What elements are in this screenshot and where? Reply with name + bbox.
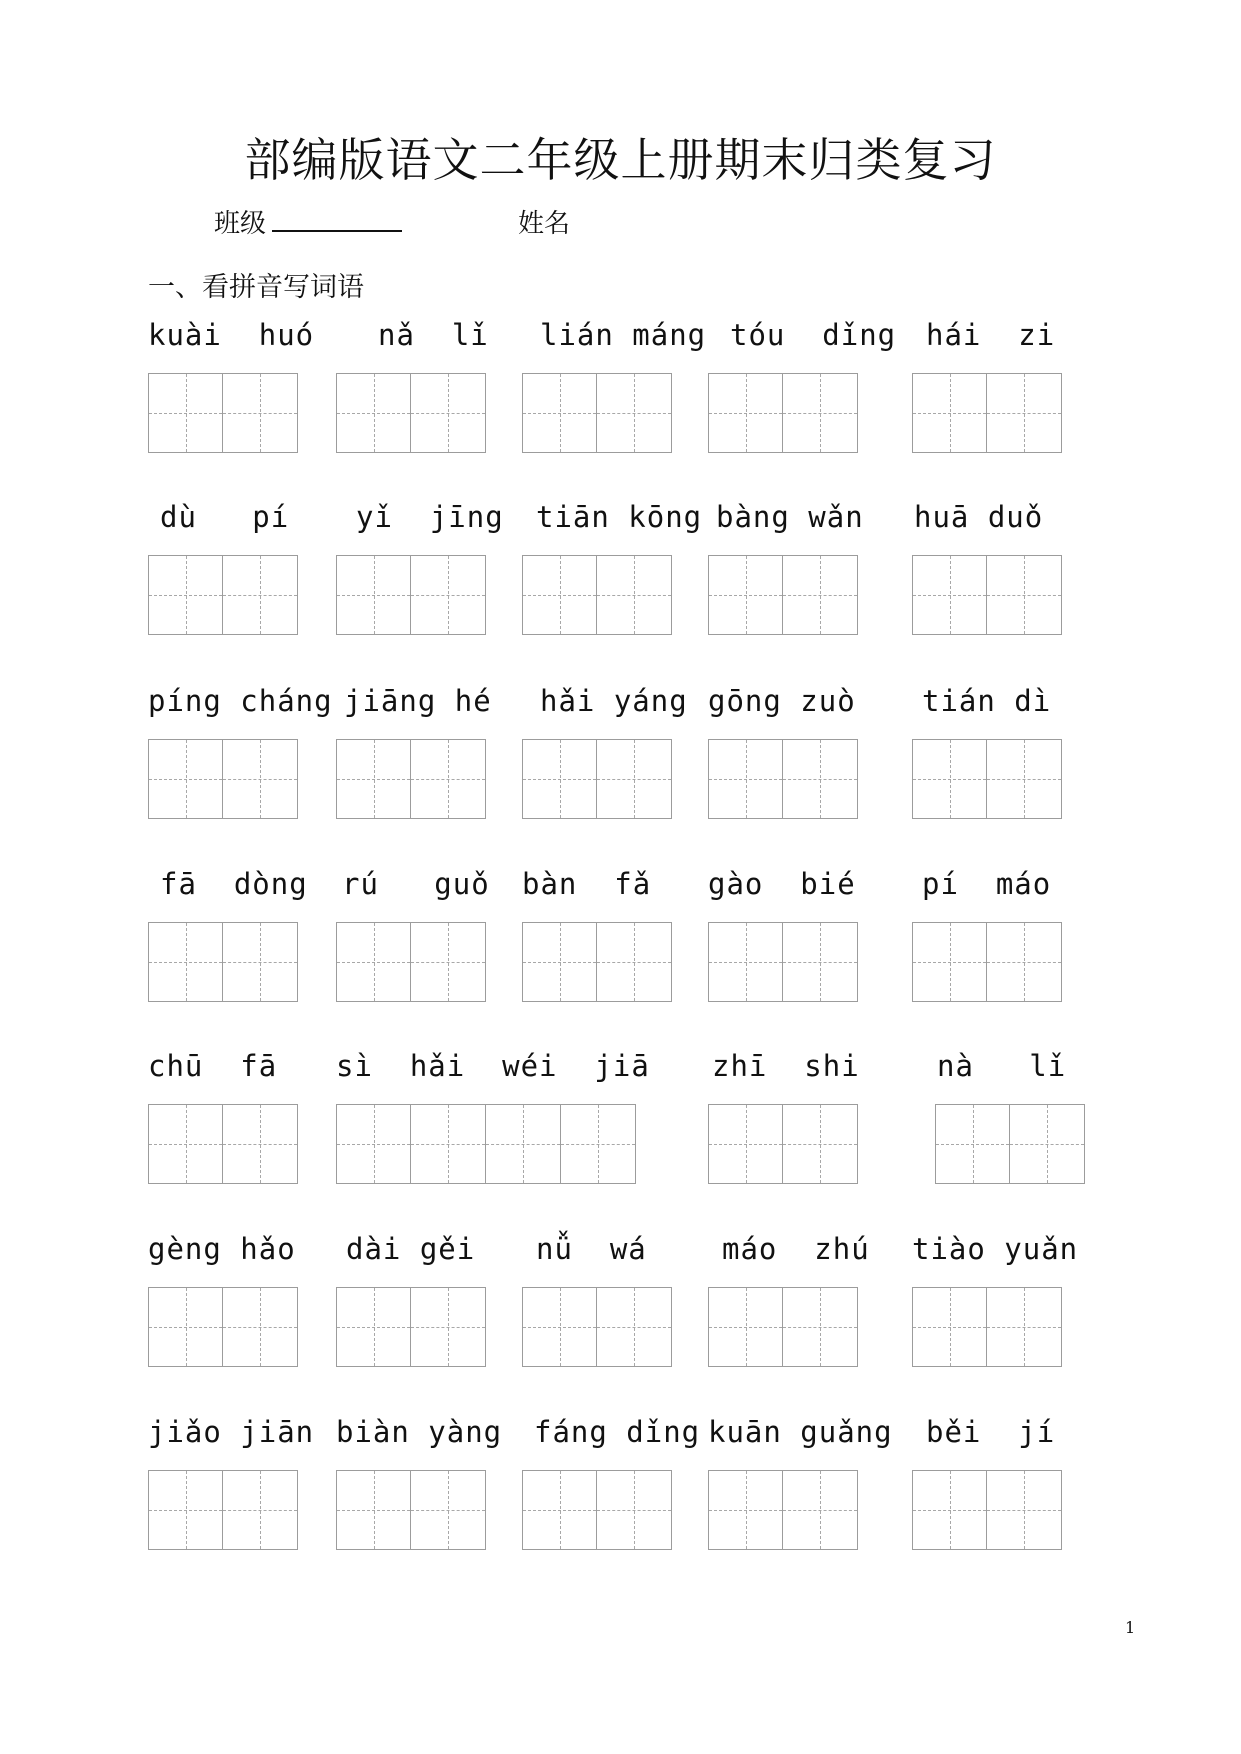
tianzige-cell[interactable]: [336, 922, 411, 1002]
pinyin-label: gōng zuò: [708, 684, 856, 718]
name-label: 姓名: [518, 209, 571, 239]
writing-grid: [708, 1104, 858, 1184]
tianzige-cell[interactable]: [708, 373, 783, 453]
writing-grid: [912, 555, 1062, 635]
tianzige-cell[interactable]: [783, 922, 858, 1002]
tianzige-cell[interactable]: [336, 739, 411, 819]
writing-grid: [336, 1104, 636, 1184]
tianzige-cell[interactable]: [597, 1287, 672, 1367]
tianzige-cell[interactable]: [783, 373, 858, 453]
tianzige-cell[interactable]: [708, 1104, 783, 1184]
tianzige-cell[interactable]: [336, 1470, 411, 1550]
tianzige-cell[interactable]: [411, 373, 486, 453]
tianzige-cell[interactable]: [783, 1470, 858, 1550]
pinyin-label: tóu dǐng: [730, 318, 897, 352]
tianzige-cell[interactable]: [522, 555, 597, 635]
pinyin-label: lián máng: [540, 318, 707, 352]
pinyin-label: bàn fǎ: [522, 867, 652, 901]
writing-grid: [522, 922, 672, 1002]
tianzige-cell[interactable]: [486, 1104, 561, 1184]
writing-grid: [336, 739, 486, 819]
tianzige-cell[interactable]: [411, 739, 486, 819]
page-title: 部编版语文二年级上册期末归类复习: [244, 133, 997, 187]
tianzige-cell[interactable]: [987, 1287, 1062, 1367]
pinyin-label: nǚ wá: [536, 1232, 647, 1266]
writing-grid: [912, 739, 1062, 819]
pinyin-label: hái zi: [926, 318, 1056, 352]
tianzige-cell[interactable]: [935, 1104, 1010, 1184]
writing-grid: [336, 555, 486, 635]
pinyin-label: kuān guǎng: [708, 1415, 893, 1449]
tianzige-cell[interactable]: [223, 1470, 298, 1550]
class-label: 班级: [214, 209, 267, 239]
writing-grid: [708, 1287, 858, 1367]
tianzige-cell[interactable]: [411, 555, 486, 635]
tianzige-cell[interactable]: [148, 739, 223, 819]
tianzige-cell[interactable]: [522, 739, 597, 819]
tianzige-cell[interactable]: [522, 922, 597, 1002]
writing-grid: [522, 739, 672, 819]
pinyin-label: fáng dǐng: [534, 1415, 701, 1449]
writing-grid: [522, 373, 672, 453]
tianzige-cell[interactable]: [223, 1287, 298, 1367]
tianzige-cell[interactable]: [336, 1104, 411, 1184]
section-title: 一、看拼音写词语: [148, 272, 364, 303]
tianzige-cell[interactable]: [148, 1287, 223, 1367]
pinyin-label: zhī shi: [712, 1049, 860, 1083]
pinyin-label: gào bié: [708, 867, 856, 901]
pinyin-label: jiǎo jiān: [148, 1415, 315, 1449]
writing-grid: [148, 1470, 298, 1550]
writing-grid: [522, 1470, 672, 1550]
tianzige-cell[interactable]: [783, 739, 858, 819]
tianzige-cell[interactable]: [912, 1287, 987, 1367]
tianzige-cell[interactable]: [708, 922, 783, 1002]
pinyin-label: píng cháng: [148, 684, 333, 718]
tianzige-cell[interactable]: [597, 739, 672, 819]
writing-grid: [912, 922, 1062, 1002]
writing-grid: [148, 1287, 298, 1367]
writing-grid: [148, 1104, 298, 1184]
writing-grid: [708, 373, 858, 453]
page-number: 1: [1125, 1618, 1136, 1637]
tianzige-cell[interactable]: [987, 739, 1062, 819]
writing-grid: [336, 1287, 486, 1367]
tianzige-cell[interactable]: [912, 373, 987, 453]
tianzige-cell[interactable]: [708, 1287, 783, 1367]
pinyin-label: hǎi yáng: [540, 684, 688, 718]
tianzige-cell[interactable]: [148, 373, 223, 453]
pinyin-label: chū fā: [148, 1049, 278, 1083]
tianzige-cell[interactable]: [597, 922, 672, 1002]
pinyin-label: pí máo: [922, 867, 1052, 901]
pinyin-label: nǎ lǐ: [378, 318, 489, 352]
tianzige-cell[interactable]: [336, 373, 411, 453]
tianzige-cell[interactable]: [336, 1287, 411, 1367]
pinyin-label: biàn yàng: [336, 1415, 503, 1449]
pinyin-label: máo zhú: [722, 1232, 870, 1266]
tianzige-cell[interactable]: [148, 922, 223, 1002]
tianzige-cell[interactable]: [987, 922, 1062, 1002]
tianzige-cell[interactable]: [912, 1470, 987, 1550]
tianzige-cell[interactable]: [148, 1470, 223, 1550]
tianzige-cell[interactable]: [223, 922, 298, 1002]
tianzige-cell[interactable]: [223, 739, 298, 819]
tianzige-cell[interactable]: [522, 1287, 597, 1367]
tianzige-cell[interactable]: [987, 555, 1062, 635]
writing-grid: [148, 739, 298, 819]
writing-grid: [148, 555, 298, 635]
tianzige-cell[interactable]: [223, 1104, 298, 1184]
class-blank-line[interactable]: [272, 230, 402, 232]
tianzige-cell[interactable]: [336, 555, 411, 635]
writing-grid: [336, 922, 486, 1002]
pinyin-label: tián dì: [922, 684, 1052, 718]
pinyin-label: kuài huó: [148, 318, 315, 352]
pinyin-label: jiāng hé: [344, 684, 492, 718]
writing-grid: [912, 1287, 1062, 1367]
writing-grid: [708, 1470, 858, 1550]
writing-grid: [336, 373, 486, 453]
writing-grid: [522, 555, 672, 635]
pinyin-label: yǐ jīng: [356, 500, 504, 534]
writing-grid: [708, 739, 858, 819]
writing-grid: [336, 1470, 486, 1550]
writing-grid: [935, 1104, 1085, 1184]
tianzige-cell[interactable]: [522, 1470, 597, 1550]
writing-grid: [148, 373, 298, 453]
tianzige-cell[interactable]: [912, 739, 987, 819]
tianzige-cell[interactable]: [783, 1104, 858, 1184]
tianzige-cell[interactable]: [522, 373, 597, 453]
pinyin-label: huā duǒ: [914, 500, 1044, 534]
tianzige-cell[interactable]: [148, 555, 223, 635]
pinyin-label: dù pí: [160, 500, 290, 534]
pinyin-label: bàng wǎn: [716, 500, 864, 534]
tianzige-cell[interactable]: [708, 739, 783, 819]
pinyin-label: rú guǒ: [342, 867, 490, 901]
pinyin-label: gèng hǎo: [148, 1232, 296, 1266]
tianzige-cell[interactable]: [1010, 1104, 1085, 1184]
pinyin-label: tiào yuǎn: [912, 1232, 1079, 1266]
writing-grid: [708, 922, 858, 1002]
tianzige-cell[interactable]: [783, 1287, 858, 1367]
tianzige-cell[interactable]: [148, 1104, 223, 1184]
tianzige-cell[interactable]: [597, 1470, 672, 1550]
tianzige-cell[interactable]: [708, 1470, 783, 1550]
writing-grid: [912, 373, 1062, 453]
pinyin-label: sì hǎi wéi jiā: [336, 1049, 650, 1083]
writing-grid: [708, 555, 858, 635]
pinyin-label: nà lǐ: [937, 1049, 1067, 1083]
tianzige-cell[interactable]: [561, 1104, 636, 1184]
pinyin-label: fā dòng: [160, 867, 308, 901]
tianzige-cell[interactable]: [708, 555, 783, 635]
tianzige-cell[interactable]: [223, 555, 298, 635]
tianzige-cell[interactable]: [223, 373, 298, 453]
tianzige-cell[interactable]: [411, 922, 486, 1002]
writing-grid: [522, 1287, 672, 1367]
writing-grid: [912, 1470, 1062, 1550]
pinyin-label: běi jí: [926, 1415, 1056, 1449]
tianzige-cell[interactable]: [912, 922, 987, 1002]
tianzige-cell[interactable]: [987, 373, 1062, 453]
tianzige-cell[interactable]: [411, 1287, 486, 1367]
tianzige-cell[interactable]: [987, 1470, 1062, 1550]
pinyin-label: dài gěi: [346, 1232, 476, 1266]
tianzige-cell[interactable]: [597, 555, 672, 635]
tianzige-cell[interactable]: [912, 555, 987, 635]
tianzige-cell[interactable]: [597, 373, 672, 453]
writing-grid: [148, 922, 298, 1002]
tianzige-cell[interactable]: [411, 1470, 486, 1550]
pinyin-label: tiān kōng: [536, 500, 703, 534]
tianzige-cell[interactable]: [411, 1104, 486, 1184]
tianzige-cell[interactable]: [783, 555, 858, 635]
